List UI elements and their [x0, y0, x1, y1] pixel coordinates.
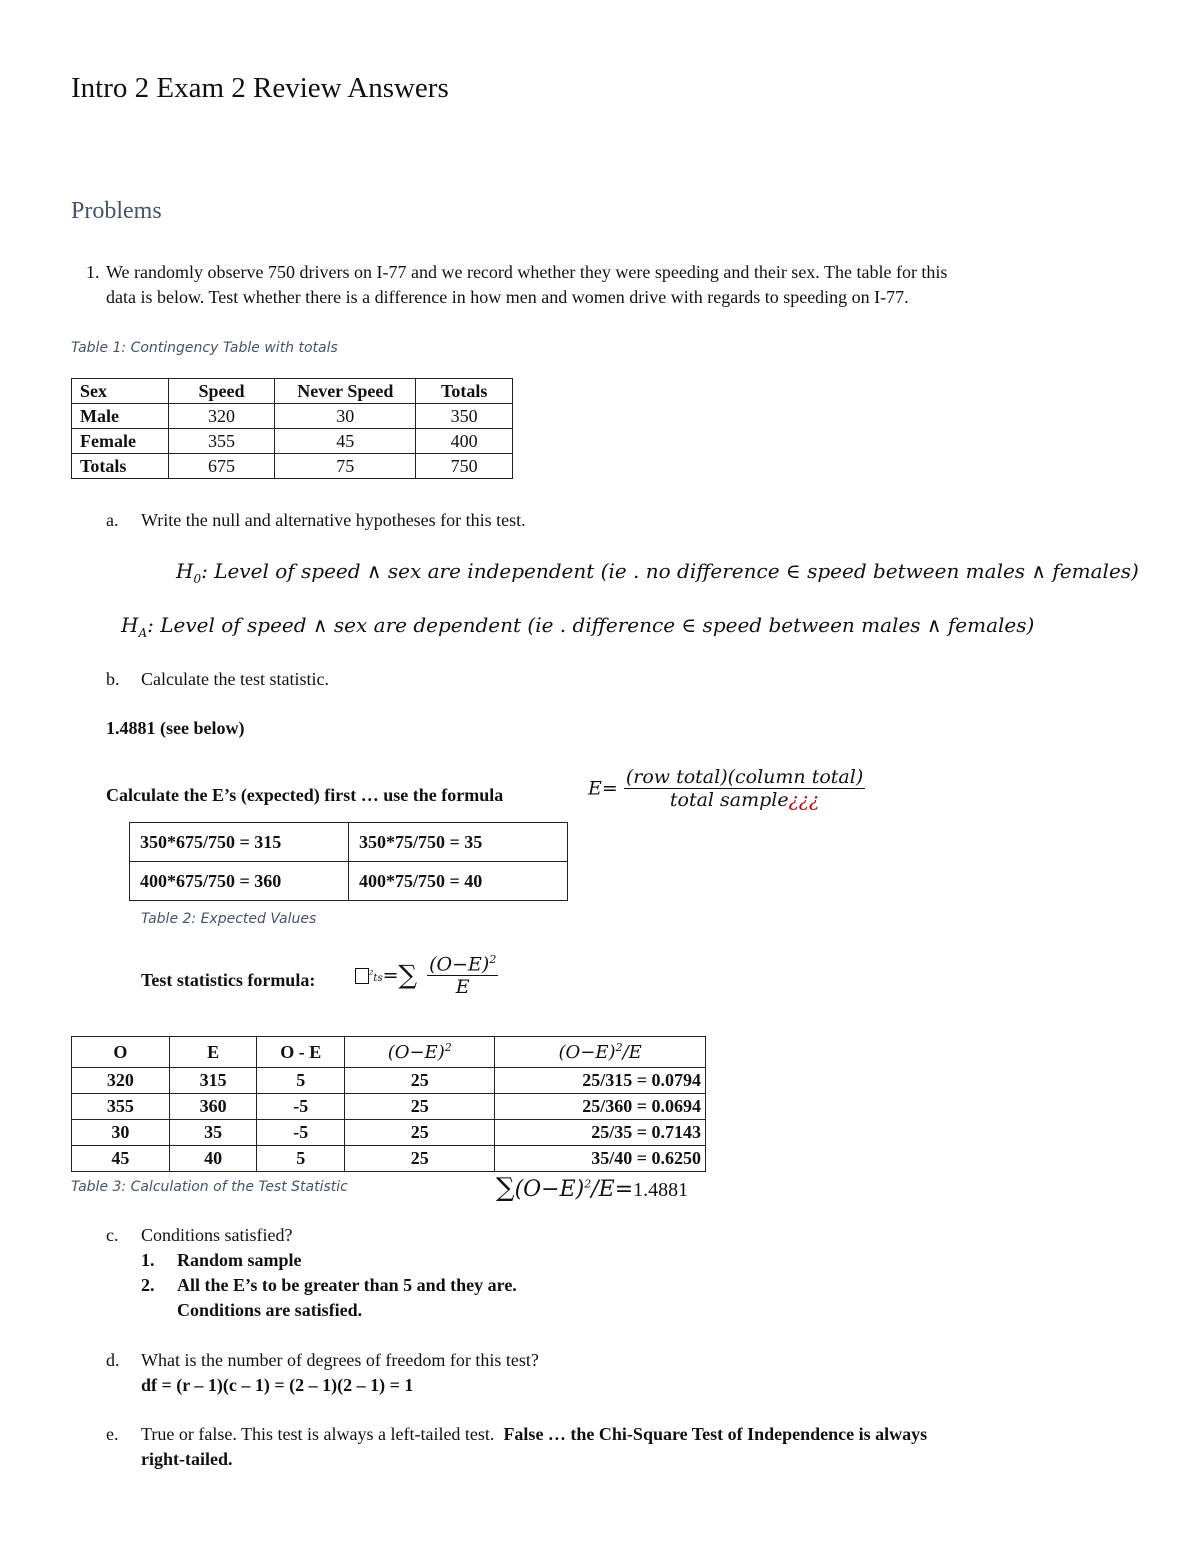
table-row — [72, 1094, 706, 1120]
part-d-answer: df = (r – 1)(c – 1) = (2 – 1)(2 – 1) = 1 — [141, 1375, 414, 1395]
part-a-label: a. — [106, 510, 119, 530]
table-header-row — [72, 379, 513, 404]
formula-numerator: (row total)(column total) — [625, 766, 864, 788]
table-cell: 25 — [345, 1120, 495, 1146]
table-cell: 25 — [345, 1146, 495, 1172]
part-b-label: b. — [106, 669, 120, 689]
condition-item: All the E’s to be greater than 5 and they are. — [177, 1275, 517, 1295]
table-cell: 25/35 = 0.7143 — [495, 1120, 706, 1146]
formula-denominator-text: total sample — [669, 789, 789, 811]
part-c-label: c. — [106, 1225, 119, 1245]
table3-caption: Table 3: Calculation of the Test Statistic — [71, 1179, 348, 1195]
table-cell: 25/315 = 0.0794 — [495, 1068, 706, 1094]
table-cell: 315 — [169, 1068, 257, 1094]
table-cell: 45 — [275, 429, 416, 454]
question-number: 1. — [86, 262, 100, 282]
table-cell: 30 — [275, 404, 416, 429]
table-header-cell: Speed — [168, 379, 275, 404]
table-cell: 350*675/750 = 315 — [130, 823, 349, 862]
table-cell: 35 — [169, 1120, 257, 1146]
table-cell: 350*75/750 = 35 — [349, 823, 568, 862]
table-row — [130, 862, 568, 901]
table-cell: 675 — [168, 454, 275, 479]
formula-numerator: $(O-E)^2$ — [429, 953, 497, 976]
part-c-question: Conditions satisfied? — [141, 1225, 293, 1245]
table-cell: -5 — [257, 1120, 345, 1146]
contingency-table — [71, 378, 513, 479]
table-cell: 25 — [345, 1068, 495, 1094]
part-d-question: What is the number of degrees of freedom for this test? — [141, 1350, 539, 1370]
table-row — [72, 1068, 706, 1094]
chi-symbol-box-icon — [355, 968, 369, 984]
table-row — [130, 823, 568, 862]
part-e-label: e. — [106, 1424, 119, 1444]
part-e-question-line — [141, 1422, 927, 1447]
table-cell: 750 — [416, 454, 513, 479]
ha-symbol: $H_A$ — [121, 613, 148, 640]
test-statistic-table — [71, 1036, 706, 1172]
part-b-question: Calculate the test statistic. — [141, 669, 329, 689]
table-header-cell: $(O-E)^2/E$ — [495, 1037, 706, 1068]
table-header-cell: O - E — [257, 1037, 345, 1068]
part-e-answer: False … the Chi-Square Test of Independence is always — [503, 1424, 928, 1444]
chi-square-formula: $^2_{ts}=\sum$ $\frac{(O-E)^2}{E}$ — [355, 953, 498, 998]
sum-formula: $\sum(O-E)^2/E=$ — [496, 1173, 634, 1203]
formula-fraction — [624, 766, 865, 811]
table-cell: 400*75/750 = 40 — [349, 862, 568, 901]
table-row — [72, 454, 513, 479]
table-cell: 75 — [275, 454, 416, 479]
part-a-question: Write the null and alternative hypotheses for this test. — [141, 510, 526, 530]
table-row — [72, 404, 513, 429]
table-cell: 320 — [168, 404, 275, 429]
table-cell: 5 — [257, 1068, 345, 1094]
table-cell: -5 — [257, 1094, 345, 1120]
sum-statistic — [496, 1173, 688, 1203]
h0-symbol: $H_0$ — [176, 559, 202, 586]
table-cell: Female — [72, 429, 169, 454]
table-cell: 45 — [72, 1146, 170, 1172]
table-cell: Totals — [72, 454, 169, 479]
h0-text: : Level of speed ∧ sex are independent (ie . no difference ∈ speed between males ∧ females) — [201, 559, 1139, 583]
table-header-cell: $(O-E)^2$ — [345, 1037, 495, 1068]
formula-fraction — [427, 953, 498, 998]
table-cell: 400 — [416, 429, 513, 454]
question-text-line1: We randomly observe 750 drivers on I-77 and we record whether they were speeding and their sex. The table for this — [106, 262, 948, 282]
part-d-label: d. — [106, 1350, 120, 1370]
null-hypothesis — [176, 559, 1139, 586]
expected-values-table — [129, 822, 568, 901]
expected-formula — [588, 766, 865, 811]
table-cell: Male — [72, 404, 169, 429]
table-header-cell: E — [169, 1037, 257, 1068]
table-cell: 30 — [72, 1120, 170, 1146]
table-cell: 360 — [169, 1094, 257, 1120]
formula-lhs: E= — [588, 777, 618, 800]
section-heading: Problems — [71, 198, 162, 224]
formula-artifact: ¿¿¿ — [788, 789, 820, 811]
question-text-line2: data is below. Test whether there is a difference in how men and women drive with regards to speeding on I-77. — [106, 287, 909, 307]
part-e-question: True or false. This test is always a left-tailed test. — [141, 1424, 495, 1444]
table-cell: 350 — [416, 404, 513, 429]
table-cell: 355 — [72, 1094, 170, 1120]
formula-denominator: E — [455, 976, 470, 999]
table-row — [72, 1146, 706, 1172]
table-row — [72, 1120, 706, 1146]
table-header-cell: O — [72, 1037, 170, 1068]
condition-number: 1. — [141, 1250, 155, 1270]
table-cell: 355 — [168, 429, 275, 454]
table-cell: 35/40 = 0.6250 — [495, 1146, 706, 1172]
table-cell: 5 — [257, 1146, 345, 1172]
table-header-cell: Never Speed — [275, 379, 416, 404]
table2-caption: Table 2: Expected Values — [141, 911, 317, 927]
table-cell: 25/360 = 0.0694 — [495, 1094, 706, 1120]
table-header-cell: Sex — [72, 379, 169, 404]
table-header-cell: Totals — [416, 379, 513, 404]
condition-number: 2. — [141, 1275, 155, 1295]
table-row — [72, 429, 513, 454]
formula-denominator — [624, 789, 865, 811]
sum-value: 1.4881 — [633, 1179, 689, 1201]
table-header-row — [72, 1037, 706, 1068]
ha-text: : Level of speed ∧ sex are dependent (ie . difference ∈ speed between males ∧ females) — [147, 613, 1035, 637]
part-b-answer: 1.4881 (see below) — [106, 718, 245, 738]
table-cell: 25 — [345, 1094, 495, 1120]
table-cell: 400*675/750 = 360 — [130, 862, 349, 901]
part-e-answer-line2: right-tailed. — [141, 1449, 233, 1469]
expected-intro: Calculate the E’s (expected) first … use the formula — [106, 785, 504, 805]
table-cell: 320 — [72, 1068, 170, 1094]
table1-caption: Table 1: Contingency Table with totals — [71, 340, 338, 356]
document-title: Intro 2 Exam 2 Review Answers — [71, 72, 449, 104]
condition-conclusion: Conditions are satisfied. — [177, 1300, 363, 1320]
table-cell: 40 — [169, 1146, 257, 1172]
test-stat-label: Test statistics formula: — [141, 970, 316, 990]
condition-item: Random sample — [177, 1250, 302, 1270]
alternative-hypothesis — [121, 613, 1034, 640]
